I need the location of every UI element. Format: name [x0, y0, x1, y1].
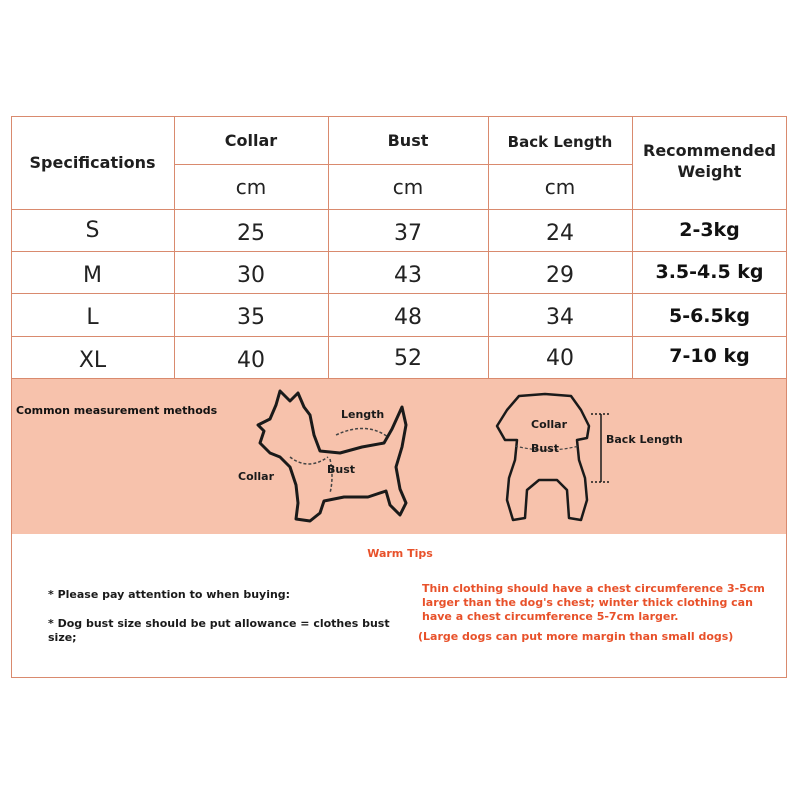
garment-outline [497, 394, 589, 520]
bust-value: 48 [394, 304, 422, 330]
back-length-value: 34 [546, 304, 574, 330]
warm-tips-title: Warm Tips [367, 547, 433, 560]
collar-value: 40 [237, 347, 265, 373]
size-label: M [83, 262, 102, 288]
weight-header-line1: Recommended [643, 140, 776, 160]
tip-note-1: * Please pay attention to when buying: [48, 588, 291, 601]
tip-red-line4: (Large dogs can put more margin than small dogs) [418, 630, 734, 643]
back-length-unit: cm [544, 174, 576, 199]
weight-value: 5-6.5kg [668, 305, 750, 327]
collar-unit: cm [235, 174, 267, 199]
garment-bust-label: Bust [531, 442, 560, 455]
tip-note-2-line2: size; [48, 631, 77, 644]
specifications-header: Specifications [29, 153, 156, 172]
back-length-header: Back Length [507, 133, 613, 151]
length-measure-line [336, 428, 388, 437]
bust-value: 37 [394, 220, 422, 246]
tip-note-2-line1: * Dog bust size should be put allowance = clothes bust [48, 617, 390, 630]
garment-measure-illustration [485, 390, 610, 525]
bust-value: 43 [394, 262, 422, 288]
collar-value: 35 [237, 304, 265, 330]
size-label: S [85, 217, 100, 243]
dog-length-label: Length [341, 408, 385, 421]
dog-measure-illustration [250, 385, 420, 530]
garment-collar-label: Collar [531, 418, 568, 431]
measurement-title: Common measurement methods [16, 404, 218, 417]
collar-value: 30 [237, 262, 265, 288]
collar-header: Collar [224, 130, 278, 150]
tip-red-line3: have a chest circumference 5-7cm larger. [422, 610, 679, 623]
tip-red-line2: larger than the dog's chest; winter thick clothing can [422, 596, 753, 609]
tip-red-line1: Thin clothing should have a chest circumference 3-5cm [422, 582, 765, 595]
size-label: L [86, 304, 99, 330]
back-length-value: 24 [546, 220, 574, 246]
weight-header-line2: Weight [677, 161, 742, 181]
dog-bust-label: Bust [327, 463, 356, 476]
collar-value: 25 [237, 220, 265, 246]
collar-measure-line [290, 457, 328, 464]
garment-back-length-label: Back Length [606, 433, 683, 446]
bust-unit: cm [392, 174, 424, 199]
bust-header: Bust [387, 130, 429, 150]
bust-value: 52 [394, 345, 422, 371]
size-label: XL [78, 347, 107, 373]
back-length-value: 40 [546, 345, 574, 371]
weight-value: 7-10 kg [669, 345, 750, 367]
dog-collar-label: Collar [238, 470, 275, 483]
back-length-value: 29 [546, 262, 574, 288]
weight-value: 2-3kg [679, 219, 740, 241]
weight-value: 3.5-4.5 kg [655, 261, 764, 283]
